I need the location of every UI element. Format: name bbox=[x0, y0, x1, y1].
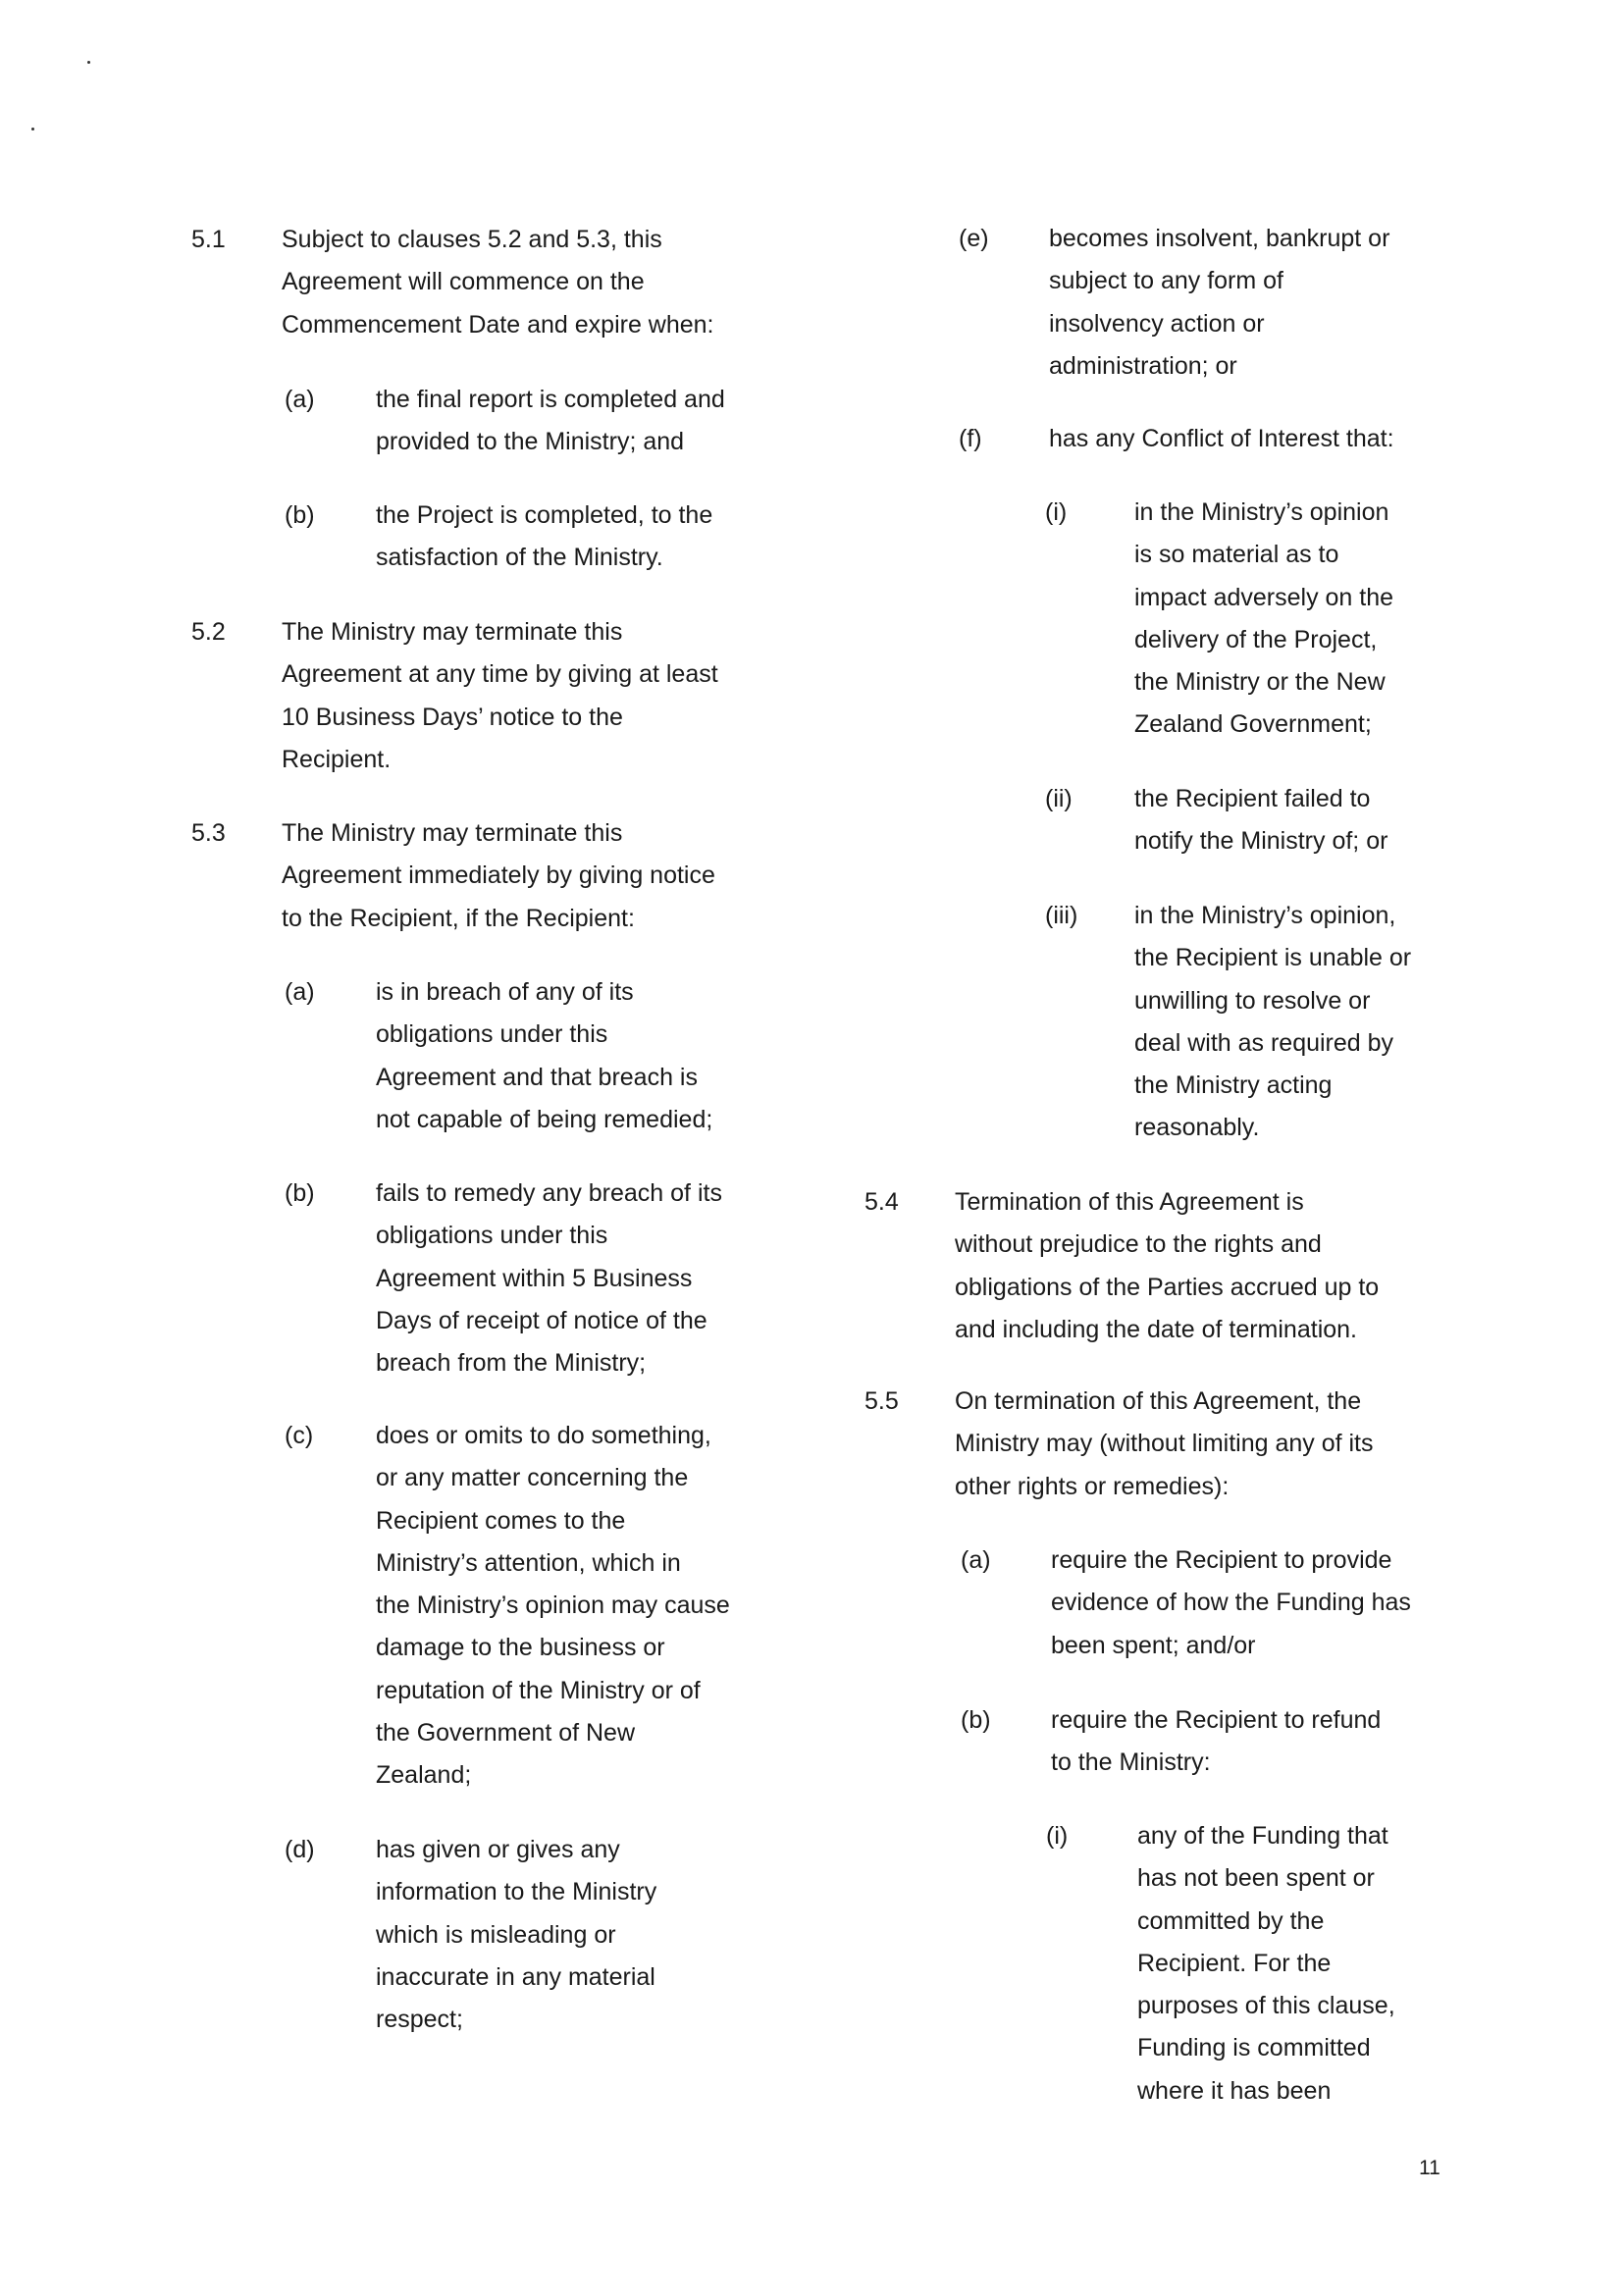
clause-text bbox=[376, 379, 725, 464]
text-line: 10 Business Days’ notice to the bbox=[282, 703, 623, 731]
text-line: satisfaction of the Ministry. bbox=[376, 544, 663, 572]
clause-number: (a) bbox=[285, 386, 315, 413]
text-line: respect; bbox=[376, 2006, 463, 2034]
text-line: the Ministry’s opinion may cause bbox=[376, 1592, 730, 1620]
text-line: to the Recipient, if the Recipient: bbox=[282, 904, 635, 932]
text-line: is in breach of any of its bbox=[376, 978, 634, 1006]
clause-number: (b) bbox=[285, 501, 315, 529]
text-line: require the Recipient to provide bbox=[1051, 1546, 1392, 1574]
text-line: any of the Funding that bbox=[1137, 1822, 1388, 1850]
text-line: reputation of the Ministry or of bbox=[376, 1676, 701, 1704]
clause-text bbox=[282, 611, 718, 781]
clause-number: (a) bbox=[285, 978, 315, 1006]
text-line: notify the Ministry of; or bbox=[1134, 827, 1388, 856]
text-line: purposes of this clause, bbox=[1137, 1992, 1395, 2020]
text-line: Termination of this Agreement is bbox=[955, 1188, 1304, 1216]
text-line: or any matter concerning the bbox=[376, 1464, 689, 1492]
text-line: unwilling to resolve or bbox=[1134, 986, 1371, 1015]
text-line: Days of receipt of notice of the bbox=[376, 1306, 707, 1334]
text-line: The Ministry may terminate this bbox=[282, 618, 623, 646]
clause-text bbox=[376, 495, 712, 580]
text-line: is so material as to bbox=[1134, 541, 1339, 569]
text-line: Recipient comes to the bbox=[376, 1506, 626, 1535]
text-line: to the Ministry: bbox=[1051, 1748, 1211, 1777]
text-line: impact adversely on the bbox=[1134, 583, 1394, 611]
clause-text bbox=[1134, 895, 1411, 1150]
text-line: obligations of the Parties accrued up to bbox=[955, 1273, 1380, 1301]
text-line: the Recipient failed to bbox=[1134, 785, 1371, 812]
clause-text bbox=[1134, 492, 1393, 747]
clause-number: (a) bbox=[961, 1546, 991, 1574]
clause-number: (ii) bbox=[1045, 785, 1073, 812]
clause-number: 5.4 bbox=[864, 1188, 899, 1216]
clause-number: 5.5 bbox=[864, 1387, 899, 1415]
scan-speck bbox=[31, 128, 34, 130]
clause-number: (iii) bbox=[1045, 902, 1078, 929]
text-line: Ministry may (without limiting any of its bbox=[955, 1430, 1374, 1458]
text-line: without prejudice to the rights and bbox=[955, 1230, 1322, 1259]
clause-text bbox=[1049, 218, 1389, 388]
text-line: administration; or bbox=[1049, 351, 1237, 380]
text-line: the Ministry or the New bbox=[1134, 668, 1386, 697]
text-line: Zealand; bbox=[376, 1761, 472, 1790]
clause-number: 5.3 bbox=[191, 819, 226, 847]
clause-number: (i) bbox=[1046, 1822, 1069, 1850]
text-line: in the Ministry’s opinion, bbox=[1134, 902, 1396, 929]
text-line: subject to any form of bbox=[1049, 267, 1284, 295]
text-line: committed by the bbox=[1137, 1906, 1325, 1935]
text-line: the Project is completed, to the bbox=[376, 501, 713, 529]
text-line: Agreement at any time by giving at least bbox=[282, 660, 718, 689]
text-line: and including the date of termination. bbox=[955, 1315, 1357, 1343]
text-line: the Recipient is unable or bbox=[1134, 944, 1412, 972]
text-line: which is misleading or bbox=[376, 1920, 616, 1949]
clause-number: 5.1 bbox=[191, 226, 226, 253]
text-line: Funding is committed bbox=[1137, 2034, 1371, 2062]
text-line: not capable of being remedied; bbox=[376, 1105, 713, 1133]
text-line: Zealand Government; bbox=[1134, 710, 1372, 739]
text-line: becomes insolvent, bankrupt or bbox=[1049, 225, 1390, 252]
clause-text bbox=[376, 1829, 656, 2041]
text-line: insolvency action or bbox=[1049, 309, 1265, 338]
clause-text bbox=[1049, 418, 1394, 460]
text-line: does or omits to do something, bbox=[376, 1422, 711, 1449]
text-line: Agreement and that breach is bbox=[376, 1063, 698, 1091]
clause-text bbox=[955, 1381, 1374, 1508]
clause-number: (c) bbox=[285, 1422, 314, 1449]
text-line: The Ministry may terminate this bbox=[282, 819, 623, 847]
text-line: Agreement within 5 Business bbox=[376, 1264, 693, 1292]
text-line: Recipient. bbox=[282, 745, 392, 773]
text-line: reasonably. bbox=[1134, 1114, 1260, 1142]
clause-text bbox=[1051, 1699, 1381, 1785]
text-line: fails to remedy any breach of its bbox=[376, 1179, 722, 1207]
clause-text bbox=[282, 812, 715, 940]
text-line: evidence of how the Funding has bbox=[1051, 1589, 1411, 1617]
text-line: inaccurate in any material bbox=[376, 1962, 655, 1991]
clause-text bbox=[955, 1181, 1379, 1351]
text-line: the Ministry acting bbox=[1134, 1071, 1333, 1100]
scan-speck bbox=[87, 61, 90, 64]
text-line: obligations under this bbox=[376, 1222, 608, 1250]
clause-text bbox=[376, 971, 712, 1141]
text-line: other rights or remedies): bbox=[955, 1472, 1230, 1500]
text-line: where it has been bbox=[1137, 2076, 1332, 2105]
text-line: breach from the Ministry; bbox=[376, 1349, 647, 1378]
clause-text bbox=[1051, 1539, 1411, 1667]
clause-number: (b) bbox=[961, 1706, 991, 1734]
clause-number: (i) bbox=[1045, 498, 1068, 526]
text-line: Agreement immediately by giving notice bbox=[282, 861, 715, 890]
clause-number: (f) bbox=[959, 425, 982, 452]
text-line: provided to the Ministry; and bbox=[376, 428, 685, 456]
clause-text bbox=[376, 1415, 730, 1798]
text-line: has any Conflict of Interest that: bbox=[1049, 425, 1394, 452]
page-number: 11 bbox=[1419, 2157, 1440, 2179]
text-line: information to the Ministry bbox=[376, 1878, 657, 1906]
clause-number: (b) bbox=[285, 1179, 315, 1207]
clause-text bbox=[1134, 778, 1387, 863]
text-line: Ministry’s attention, which in bbox=[376, 1548, 681, 1577]
text-line: has given or gives any bbox=[376, 1836, 620, 1863]
clause-number: (d) bbox=[285, 1836, 315, 1863]
text-line: Recipient. For the bbox=[1137, 1949, 1332, 1977]
clause-text bbox=[376, 1173, 722, 1384]
text-line: Subject to clauses 5.2 and 5.3, this bbox=[282, 226, 662, 253]
clause-number: 5.2 bbox=[191, 618, 226, 646]
clause-text bbox=[282, 219, 714, 346]
text-line: Agreement will commence on the bbox=[282, 268, 645, 296]
text-line: the final report is completed and bbox=[376, 386, 725, 413]
text-line: has not been spent or bbox=[1137, 1864, 1375, 1893]
text-line: in the Ministry’s opinion bbox=[1134, 498, 1389, 526]
text-line: obligations under this bbox=[376, 1020, 608, 1049]
text-line: On termination of this Agreement, the bbox=[955, 1387, 1362, 1415]
text-line: Commencement Date and expire when: bbox=[282, 310, 714, 339]
text-line: damage to the business or bbox=[376, 1634, 665, 1662]
text-line: delivery of the Project, bbox=[1134, 625, 1378, 653]
text-line: require the Recipient to refund bbox=[1051, 1706, 1382, 1734]
clause-number: (e) bbox=[959, 225, 989, 252]
text-line: been spent; and/or bbox=[1051, 1631, 1256, 1659]
text-line: deal with as required by bbox=[1134, 1028, 1394, 1057]
text-line: the Government of New bbox=[376, 1719, 636, 1748]
clause-text bbox=[1137, 1815, 1395, 2113]
